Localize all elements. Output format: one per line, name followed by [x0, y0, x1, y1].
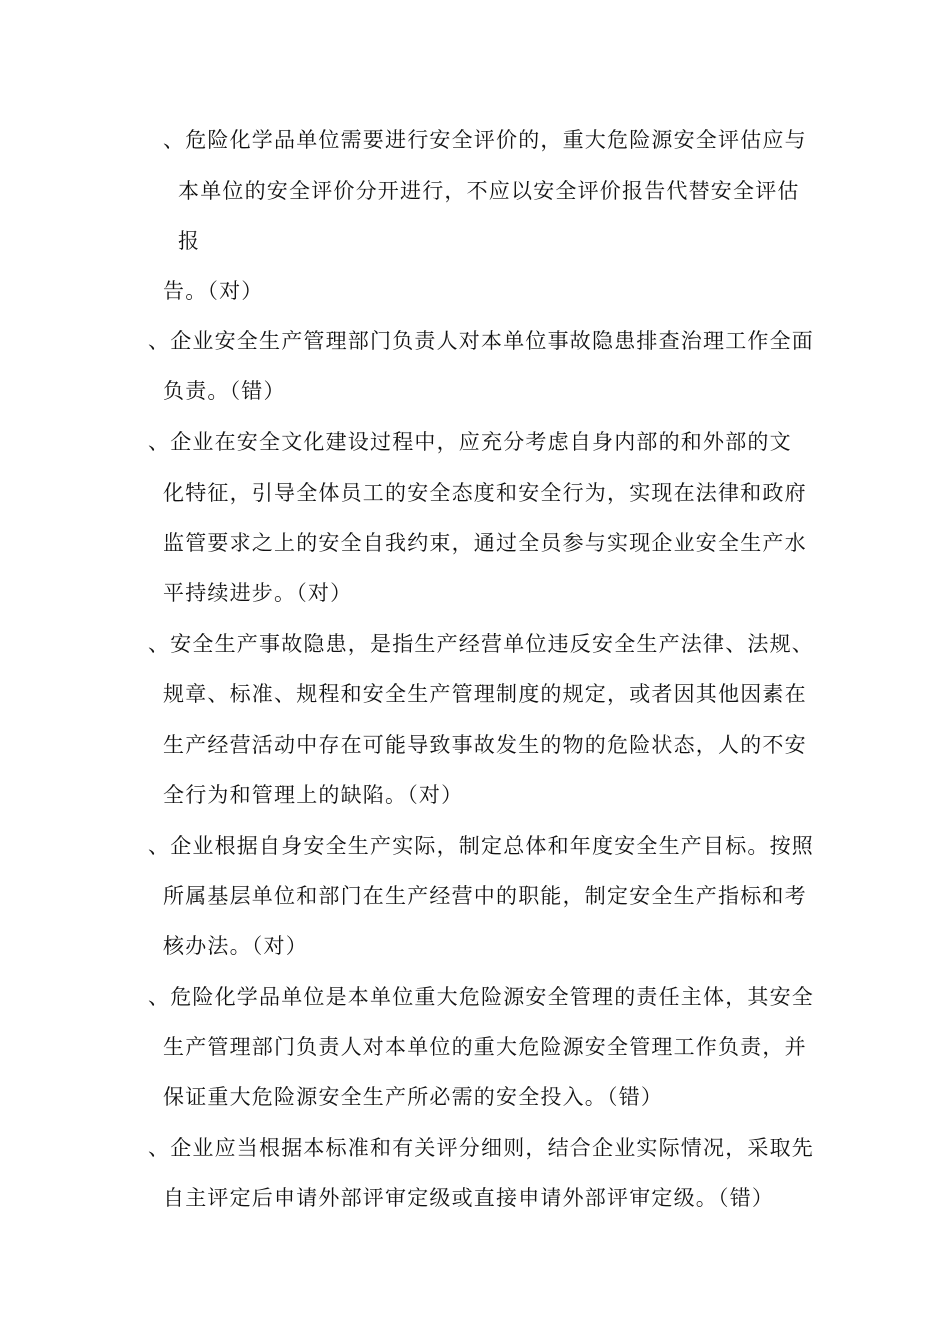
item-7-line-1: 、企业应当根据本标准和有关评分细则，结合企业实际情况，采取先: [148, 1136, 814, 1160]
item-6-line-3: 保证重大危险源安全生产所必需的安全投入。（错）: [163, 1085, 664, 1109]
item-1-line-1: 、危险化学品单位需要进行安全评价的，重大危险源安全评估应与: [163, 128, 807, 152]
item-5-line-2: 所属基层单位和部门在生产经营中的职能，制定安全生产指标和考: [163, 884, 807, 908]
item-5-line-1: 、企业根据自身安全生产实际，制定总体和年度安全生产目标。按照: [148, 834, 814, 858]
item-7-line-2: 自主评定后申请外部评审定级或直接申请外部评审定级。（错）: [163, 1186, 775, 1210]
item-3-line-2: 化特征，引导全体员工的安全态度和安全行为，实现在法律和政府: [163, 481, 807, 505]
item-1-line-4: 告。（对）: [163, 279, 264, 303]
item-4-line-4: 全行为和管理上的缺陷。（对）: [163, 783, 464, 807]
item-1-line-3: 报: [178, 229, 201, 253]
item-2-line-1: 、企业安全生产管理部门负责人对本单位事故隐患排查治理工作全面: [148, 329, 814, 353]
item-4-line-2: 规章、标准、规程和安全生产管理制度的规定，或者因其他因素在: [163, 682, 807, 706]
item-5-line-3: 核办法。（对）: [163, 934, 308, 958]
item-6-line-1: 、危险化学品单位是本单位重大危险源安全管理的责任主体，其安全: [148, 985, 814, 1009]
item-2-line-2: 负责。（错）: [163, 379, 286, 403]
item-3-line-1: 、企业在安全文化建设过程中，应充分考虑自身内部的和外部的文: [148, 430, 792, 454]
item-6-line-2: 生产管理部门负责人对本单位的重大危险源安全管理工作负责，并: [163, 1035, 807, 1059]
item-4-line-3: 生产经营活动中存在可能导致事故发生的物的危险状态，人的不安: [163, 733, 807, 757]
item-4-line-1: 、安全生产事故隐患，是指生产经营单位违反安全生产法律、法规、: [148, 632, 814, 656]
item-3-line-4: 平持续进步。（对）: [163, 581, 353, 605]
item-3-line-3: 监管要求之上的安全自我约束，通过全员参与实现企业安全生产水: [163, 531, 807, 555]
item-1-line-2: 本单位的安全评价分开进行，不应以安全评价报告代替安全评估: [178, 179, 800, 203]
